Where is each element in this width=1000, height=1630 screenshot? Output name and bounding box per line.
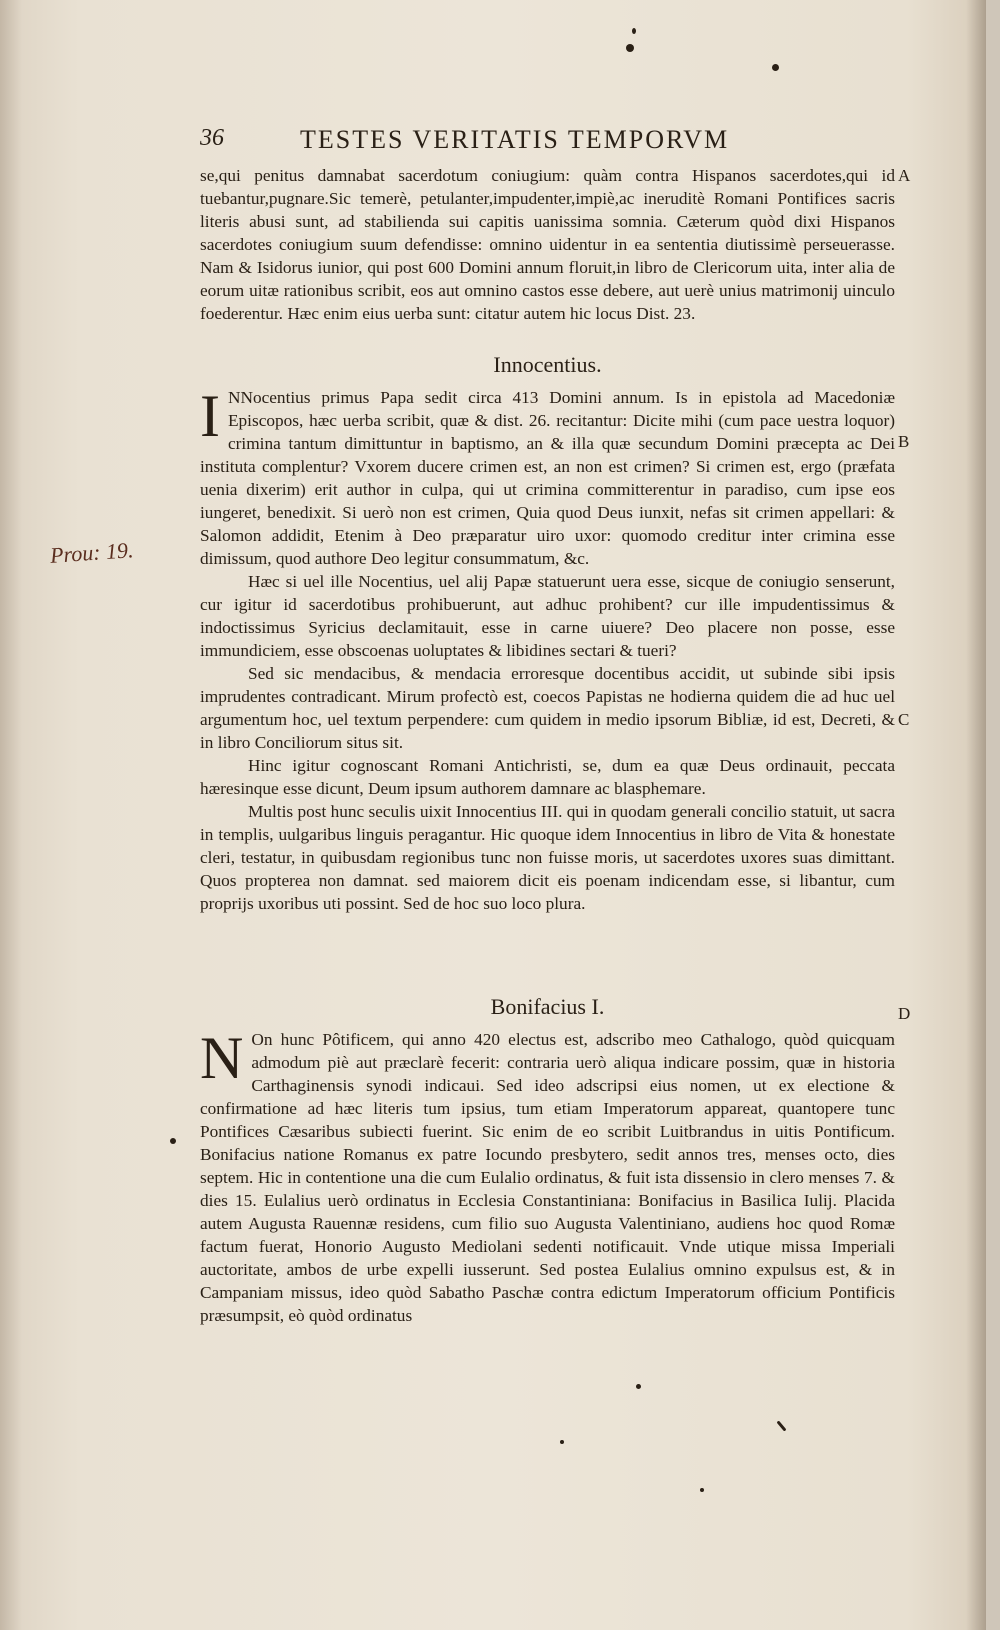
text-block-innocentius [200,383,895,915]
text-block-bonifacius [200,1025,895,1327]
paragraph: Hæc si uel ille Nocentius, uel alij Papæ statuerunt uera esse, sicque de coniugio senserunt, cur igitur id sacerdotibus prohibuerunt, aut adhuc prohibent? cur ille impudentissimus & indoctissimus Syricius declamitauit, esse in carne uiuere? Deo placere non posse, esse immundiciem, esse obscoenas uoluptates & libidines sectari & tueri? [200,572,895,660]
ink-speck [170,1138,176,1144]
paragraph: Sed sic mendacibus, & mendacia erroresque docentibus accidit, ut subinde sibi ipsis imprudentes contradicant. Mirum profectò est, coecos Papistas ne hodierna quidem die ad huc uel argumentum hoc, uel textum perpendere: cum quidem in medio ipsorum Bibliæ, id est, Decreti, & in libro Conciliorum situs sit. [200,664,895,752]
section-heading-innocentius: Innocentius. [493,352,602,377]
paragraph: se,qui penitus damnabat sacerdotum coniugium: quàm contra Hispanos sacerdotes,qui id tuebantur,pugnare.Sic temerè, petulanter,impudenter,impiè,ac ineruditè Romani Pontifices sacris literis abusi sunt, ad stabilienda sui capitis uanissima somnia. Cæterum quòd dixi Hispanos sacerdotes coniugium suum defendisse: omnino uidentur in ea sententia diutissimè perseuerasse. Nam & Isidorus iunior, qui post 600 Domini annum floruit,in libro de Clericorum uita, inter alia de eorum uitæ rationibus scribit, eos aut omnino castos esse debere, aut uerè unius matrimonij uinculo foederentur. Hæc enim eius uerba sunt: citatur autem hic locus Dist. 23. [200,166,895,323]
margin-letter-a: A [898,166,911,185]
page-edge-shadow [966,0,986,1630]
text-block-1 [200,164,895,325]
page-number: 36 [200,125,224,151]
margin-letter-c: C [898,710,910,729]
running-header [200,125,820,159]
drop-cap: I [200,383,220,449]
paragraph: NNocentius primus Papa sedit circa 413 Domini annum. Is in epistola ad Macedoniæ Episcopos, hæc uerba scribit, quæ & dist. 26. recitantur: Dicite mihi (cum pace uestra loquor) crimina tantum dimittuntur in baptismo, an & illa quæ secundum Domini præcepta ac Dei instituta complentur? Vxorem ducere crimen est, an non est crimen? Si crimen est, ergo (præfata uenia dixerim) erit author in culpa, qui ut crimina committerentur in paradiso, cum ipse eos iungeret, benedixit. Si uerò non est crimen, Quia quod Deus iunxit, nefas sit crimen appellari: & Salomon addidit, Etenim à Deo præparatur uiro uxor: quomodo creditur inter crimina esse dimissum, quod authore Deo legitur consummatum, &c. [200,388,895,568]
ink-speck [776,1420,786,1431]
margin-letter-b: B [898,432,910,451]
paragraph: On hunc Pôtificem, qui anno 420 electus est, adscribo meo Cathalogo, quòd quicquam admodum piè aut præclarè fecerit: contraria uerò aliqua indicare possim, quæ in historia Carthaginensis synodi indicaui. Sed ideo adscripsi eius nomen, ut ex electione & confirmatione ad hæc literis tum ipsius, tum etiam Imperatorum appareat, quantopere tunc Pontifices Cæsaribus subiecti fuerint. Sic enim de eo scribit Luitbrandus in uitis Pontificum. Bonifacius natione Romanus ex patre Iocundo presbytero, sedit annos tres, menses octo, dies septem. Hic in contentione una die cum Eulalio ordinatus, & fuit ista dissensio in clero menses 7. & dies 15. Eulalius uerò ordinatus in Ecclesia Constantiniana: Bonifacius in Basilica Iulij. Placida autem Augusta Rauennæ residens, cum filio suo Augusta Valentiniano, audiens hoc quod Romæ factum fuerat, Honorio Augusto Mediolani sedenti notificauit. Vnde utique missa Imperiali auctoritate, ambos de urbe expelli iusserunt. Sed postea Eulalius omnino expulsus est, & in Campaniam missus, ideo quòd Sabatho Paschæ contra edictum Imperatorum officium Pontificis præsumpsit, eò quòd ordinatus [200,1030,895,1325]
ink-speck [626,44,634,52]
section-heading-bonifacius: Bonifacius I. [490,994,605,1019]
ink-speck [700,1488,704,1492]
paragraph: Hinc igitur cognoscant Romani Antichristi, se, dum ea quæ Deus ordinauit, peccata hæresinque esse dicunt, Deum ipsum authorem damnare ac blasphemare. [200,756,895,798]
gutter-shadow [0,0,22,1630]
handwritten-marginal-note: Prou: 19. [49,537,135,568]
ink-speck [632,28,636,34]
running-title: TESTES VERITATIS TEMPORVM [300,125,730,154]
ink-speck [772,64,779,71]
ink-speck [560,1440,564,1444]
paragraph: Multis post hunc seculis uixit Innocentius III. qui in quodam generali concilio statuit, ut sacra in templis, uulgaribus linguis peragantur. Hic quoque idem Innocentius in libro de Vita & honestate cleri, testatur, in quibusdam regionibus tunc non fuisse moris, ut sacerdotes uxores suas dimittant. Quos propterea non damnat. sed maiorem dicit eis poenam indicendam esse, si libantur, cum proprijs uxoribus uti possint. Sed de hoc suo loco plura. [200,802,895,913]
margin-letter-d: D [898,1004,911,1023]
ink-speck [636,1384,641,1389]
drop-cap: N [200,1025,244,1091]
